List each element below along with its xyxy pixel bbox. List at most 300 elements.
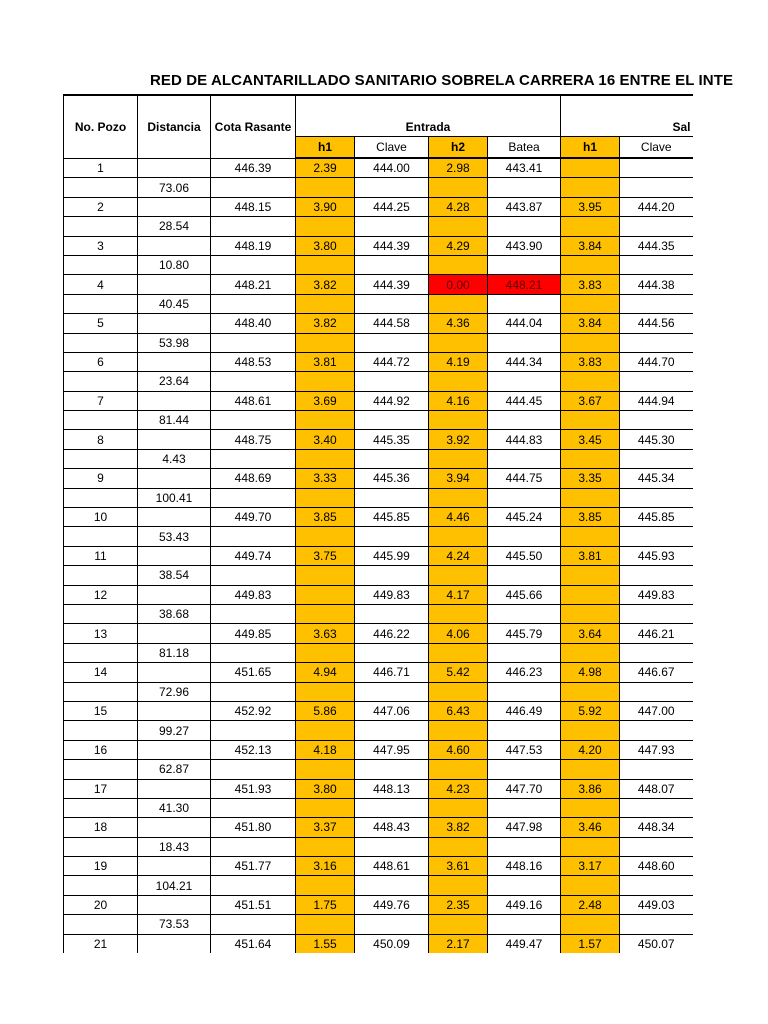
cell-h1-salida: 3.64 [561, 624, 620, 643]
cell-clave [355, 915, 429, 934]
cell-clave-salida: 444.94 [620, 391, 693, 410]
cell-distancia: 81.18 [138, 643, 211, 662]
cell-h1-salida: 5.92 [561, 701, 620, 720]
cell-batea [488, 372, 561, 391]
cell-distancia: 38.54 [138, 566, 211, 585]
cell-batea [488, 333, 561, 352]
cell-pozo [64, 760, 138, 779]
cell-distancia [138, 663, 211, 682]
cell-h1 [296, 217, 355, 236]
cell-clave-salida [620, 449, 693, 468]
cell-h2: 4.19 [429, 352, 488, 371]
cell-clave-salida [620, 158, 693, 178]
cell-batea [488, 643, 561, 662]
cell-clave [355, 178, 429, 197]
table-row-pozo [64, 934, 693, 953]
cell-pozo: 17 [64, 779, 138, 798]
cell-cota-rasante: 448.61 [211, 391, 296, 410]
cell-batea [488, 798, 561, 817]
header-h1: h1 [296, 137, 355, 159]
cell-h2 [429, 372, 488, 391]
cell-h1-salida: 3.83 [561, 275, 620, 294]
cell-batea [488, 760, 561, 779]
table-row-pozo [64, 546, 693, 565]
cell-distancia: 18.43 [138, 837, 211, 856]
cell-h2: 4.23 [429, 779, 488, 798]
cell-batea [488, 604, 561, 623]
table-row-distance [64, 721, 693, 740]
cell-cota-rasante [211, 876, 296, 895]
cell-pozo: 19 [64, 857, 138, 876]
table-row-pozo [64, 314, 693, 333]
cell-h2: 4.60 [429, 740, 488, 759]
cell-batea: 446.23 [488, 663, 561, 682]
cell-cota-rasante [211, 566, 296, 585]
cell-h1-salida [561, 915, 620, 934]
cell-h1 [296, 255, 355, 274]
cell-h2: 3.92 [429, 430, 488, 449]
cell-cota-rasante: 449.85 [211, 624, 296, 643]
cell-distancia [138, 740, 211, 759]
cell-cota-rasante [211, 527, 296, 546]
cell-cota-rasante: 452.13 [211, 740, 296, 759]
cell-batea: 448.21 [488, 275, 561, 294]
table-row-distance [64, 915, 693, 934]
cell-cota-rasante [211, 333, 296, 352]
sewer-network-table [63, 94, 693, 953]
cell-h1-salida [561, 333, 620, 352]
cell-h2: 4.06 [429, 624, 488, 643]
cell-clave-salida: 450.07 [620, 934, 693, 953]
cell-pozo [64, 643, 138, 662]
cell-h1-salida [561, 721, 620, 740]
cell-h2: 0.00 [429, 275, 488, 294]
table-row-distance [64, 217, 693, 236]
cell-batea [488, 721, 561, 740]
cell-clave [355, 488, 429, 507]
cell-clave [355, 255, 429, 274]
table-row-distance [64, 294, 693, 313]
cell-batea [488, 449, 561, 468]
cell-h2: 5.42 [429, 663, 488, 682]
cell-cota-rasante [211, 798, 296, 817]
cell-cota-rasante: 448.69 [211, 469, 296, 488]
table-row-pozo [64, 352, 693, 371]
cell-h1-salida: 3.46 [561, 818, 620, 837]
cell-clave: 446.71 [355, 663, 429, 682]
cell-clave-salida: 448.34 [620, 818, 693, 837]
cell-clave: 444.39 [355, 275, 429, 294]
cell-h1 [296, 760, 355, 779]
cell-h1 [296, 721, 355, 740]
cell-clave-salida: 444.56 [620, 314, 693, 333]
cell-batea: 445.50 [488, 546, 561, 565]
cell-h1: 3.37 [296, 818, 355, 837]
cell-pozo [64, 721, 138, 740]
cell-clave: 448.43 [355, 818, 429, 837]
table-row-pozo [64, 585, 693, 604]
cell-cota-rasante: 451.64 [211, 934, 296, 953]
cell-batea: 447.98 [488, 818, 561, 837]
cell-clave-salida: 449.83 [620, 585, 693, 604]
cell-h1 [296, 604, 355, 623]
cell-distancia [138, 158, 211, 178]
cell-distancia [138, 818, 211, 837]
cell-clave-salida [620, 721, 693, 740]
cell-h2: 3.94 [429, 469, 488, 488]
cell-clave: 444.39 [355, 236, 429, 255]
cell-h1 [296, 643, 355, 662]
cell-pozo: 2 [64, 197, 138, 216]
cell-distancia: 100.41 [138, 488, 211, 507]
cell-pozo: 3 [64, 236, 138, 255]
cell-pozo: 14 [64, 663, 138, 682]
cell-pozo [64, 604, 138, 623]
cell-h2: 4.36 [429, 314, 488, 333]
cell-h1: 3.80 [296, 779, 355, 798]
cell-batea: 448.16 [488, 857, 561, 876]
cell-clave [355, 721, 429, 740]
cell-h2 [429, 255, 488, 274]
cell-distancia: 10.80 [138, 255, 211, 274]
table-row-distance [64, 798, 693, 817]
cell-batea [488, 294, 561, 313]
cell-pozo: 11 [64, 546, 138, 565]
cell-h1-salida: 3.45 [561, 430, 620, 449]
header-cota-rasante: Cota Rasante [211, 95, 296, 158]
cell-pozo: 6 [64, 352, 138, 371]
cell-h2: 3.61 [429, 857, 488, 876]
cell-h1: 3.80 [296, 236, 355, 255]
cell-cota-rasante [211, 255, 296, 274]
cell-h1: 3.81 [296, 352, 355, 371]
cell-clave [355, 837, 429, 856]
cell-distancia: 53.98 [138, 333, 211, 352]
cell-distancia [138, 895, 211, 914]
cell-clave: 448.61 [355, 857, 429, 876]
cell-pozo [64, 294, 138, 313]
cell-h1: 5.86 [296, 701, 355, 720]
cell-distancia [138, 585, 211, 604]
cell-clave-salida [620, 837, 693, 856]
cell-h1-salida [561, 760, 620, 779]
cell-pozo [64, 915, 138, 934]
cell-h2: 4.17 [429, 585, 488, 604]
cell-batea [488, 915, 561, 934]
cell-clave [355, 411, 429, 430]
header-entrada: Entrada [296, 95, 561, 137]
cell-h1-salida [561, 294, 620, 313]
table-row-distance [64, 760, 693, 779]
cell-batea: 445.24 [488, 508, 561, 527]
cell-clave: 444.25 [355, 197, 429, 216]
cell-distancia: 81.44 [138, 411, 211, 430]
cell-batea: 443.41 [488, 158, 561, 178]
table-row-distance [64, 333, 693, 352]
table-row-distance [64, 527, 693, 546]
cell-distancia [138, 430, 211, 449]
cell-cota-rasante [211, 604, 296, 623]
cell-h1-salida [561, 643, 620, 662]
cell-clave-salida: 448.07 [620, 779, 693, 798]
cell-clave-salida: 447.93 [620, 740, 693, 759]
cell-batea [488, 876, 561, 895]
cell-h1: 1.75 [296, 895, 355, 914]
cell-batea: 444.45 [488, 391, 561, 410]
cell-clave [355, 604, 429, 623]
cell-batea: 445.79 [488, 624, 561, 643]
cell-h1 [296, 585, 355, 604]
cell-clave-salida: 445.34 [620, 469, 693, 488]
cell-distancia [138, 857, 211, 876]
cell-h2 [429, 837, 488, 856]
cell-distancia: 23.64 [138, 372, 211, 391]
cell-cota-rasante: 451.80 [211, 818, 296, 837]
cell-h1-salida: 3.84 [561, 314, 620, 333]
cell-h1-salida: 3.81 [561, 546, 620, 565]
cell-h1: 3.63 [296, 624, 355, 643]
cell-batea [488, 178, 561, 197]
cell-h1 [296, 527, 355, 546]
cell-h1: 3.75 [296, 546, 355, 565]
cell-pozo [64, 449, 138, 468]
cell-distancia [138, 314, 211, 333]
cell-clave: 444.00 [355, 158, 429, 178]
cell-distancia [138, 352, 211, 371]
cell-h1: 2.39 [296, 158, 355, 178]
cell-clave-salida: 445.30 [620, 430, 693, 449]
cell-clave: 444.72 [355, 352, 429, 371]
table-row-distance [64, 449, 693, 468]
cell-h2 [429, 604, 488, 623]
table-row-distance [64, 372, 693, 391]
cell-h1-salida: 2.48 [561, 895, 620, 914]
table-row-distance [64, 178, 693, 197]
cell-clave [355, 449, 429, 468]
cell-h1-salida: 3.85 [561, 508, 620, 527]
cell-batea [488, 217, 561, 236]
cell-pozo [64, 411, 138, 430]
cell-clave-salida [620, 255, 693, 274]
cell-pozo: 20 [64, 895, 138, 914]
cell-clave: 448.13 [355, 779, 429, 798]
cell-cota-rasante: 448.19 [211, 236, 296, 255]
cell-batea [488, 682, 561, 701]
cell-clave: 447.95 [355, 740, 429, 759]
cell-cota-rasante: 451.93 [211, 779, 296, 798]
header-distancia: Distancia [138, 95, 211, 158]
cell-pozo [64, 255, 138, 274]
cell-h1: 4.18 [296, 740, 355, 759]
cell-h2 [429, 876, 488, 895]
cell-distancia: 99.27 [138, 721, 211, 740]
cell-cota-rasante: 446.39 [211, 158, 296, 178]
cell-h1-salida [561, 449, 620, 468]
cell-cota-rasante: 452.92 [211, 701, 296, 720]
cell-h1: 3.33 [296, 469, 355, 488]
cell-clave-salida [620, 333, 693, 352]
cell-cota-rasante: 449.74 [211, 546, 296, 565]
cell-clave: 445.99 [355, 546, 429, 565]
table-row-distance [64, 255, 693, 274]
cell-h2 [429, 333, 488, 352]
cell-clave: 444.58 [355, 314, 429, 333]
cell-h1 [296, 876, 355, 895]
cell-pozo [64, 682, 138, 701]
cell-clave-salida: 446.21 [620, 624, 693, 643]
cell-h2 [429, 760, 488, 779]
cell-h1-salida [561, 682, 620, 701]
table-row-distance [64, 876, 693, 895]
cell-batea [488, 488, 561, 507]
cell-distancia: 41.30 [138, 798, 211, 817]
cell-clave-salida: 447.00 [620, 701, 693, 720]
cell-clave-salida [620, 643, 693, 662]
table-row-pozo [64, 701, 693, 720]
table-row-pozo [64, 236, 693, 255]
cell-h1 [296, 566, 355, 585]
cell-clave-salida [620, 915, 693, 934]
table-row-pozo [64, 508, 693, 527]
cell-pozo: 1 [64, 158, 138, 178]
cell-distancia [138, 469, 211, 488]
cell-pozo: 13 [64, 624, 138, 643]
cell-h2: 4.24 [429, 546, 488, 565]
cell-h1-salida [561, 585, 620, 604]
cell-h1 [296, 798, 355, 817]
table-row-distance [64, 837, 693, 856]
cell-h1-salida: 3.84 [561, 236, 620, 255]
cell-distancia [138, 275, 211, 294]
cell-pozo [64, 488, 138, 507]
cell-cota-rasante [211, 178, 296, 197]
cell-clave [355, 333, 429, 352]
cell-cota-rasante: 448.75 [211, 430, 296, 449]
cell-clave-salida [620, 876, 693, 895]
cell-h1 [296, 333, 355, 352]
cell-clave-salida [620, 488, 693, 507]
table-row-pozo [64, 740, 693, 759]
cell-distancia [138, 391, 211, 410]
cell-clave [355, 643, 429, 662]
header-batea: Batea [488, 137, 561, 159]
cell-cota-rasante [211, 449, 296, 468]
cell-batea: 447.70 [488, 779, 561, 798]
cell-h1-salida: 3.35 [561, 469, 620, 488]
cell-pozo [64, 876, 138, 895]
cell-h1: 4.94 [296, 663, 355, 682]
cell-h1: 3.69 [296, 391, 355, 410]
cell-clave-salida [620, 217, 693, 236]
cell-h1 [296, 411, 355, 430]
cell-clave: 445.36 [355, 469, 429, 488]
cell-cota-rasante [211, 217, 296, 236]
cell-h1-salida [561, 837, 620, 856]
cell-batea: 447.53 [488, 740, 561, 759]
cell-h1 [296, 294, 355, 313]
cell-clave [355, 798, 429, 817]
cell-batea [488, 255, 561, 274]
cell-clave: 445.85 [355, 508, 429, 527]
cell-pozo: 15 [64, 701, 138, 720]
cell-clave [355, 372, 429, 391]
cell-h1 [296, 837, 355, 856]
cell-cota-rasante: 448.15 [211, 197, 296, 216]
cell-pozo: 18 [64, 818, 138, 837]
cell-h1: 1.55 [296, 934, 355, 953]
cell-cota-rasante [211, 643, 296, 662]
cell-batea [488, 566, 561, 585]
cell-distancia: 53.43 [138, 527, 211, 546]
cell-h1-salida [561, 798, 620, 817]
cell-pozo [64, 217, 138, 236]
table-row-pozo [64, 275, 693, 294]
cell-h1: 3.90 [296, 197, 355, 216]
cell-clave: 450.09 [355, 934, 429, 953]
cell-clave-salida: 446.67 [620, 663, 693, 682]
cell-h2: 4.28 [429, 197, 488, 216]
header-h2: h2 [429, 137, 488, 159]
cell-h2 [429, 488, 488, 507]
cell-distancia [138, 546, 211, 565]
cell-clave-salida: 449.03 [620, 895, 693, 914]
cell-clave-salida [620, 372, 693, 391]
cell-clave-salida [620, 682, 693, 701]
cell-pozo [64, 178, 138, 197]
cell-distancia: 28.54 [138, 217, 211, 236]
cell-distancia: 73.53 [138, 915, 211, 934]
cell-batea: 444.34 [488, 352, 561, 371]
cell-cota-rasante: 449.70 [211, 508, 296, 527]
table-row-pozo [64, 469, 693, 488]
cell-pozo: 21 [64, 934, 138, 953]
cell-distancia: 73.06 [138, 178, 211, 197]
cell-clave-salida: 445.93 [620, 546, 693, 565]
cell-h1-salida [561, 217, 620, 236]
cell-h2 [429, 721, 488, 740]
cell-clave-salida [620, 178, 693, 197]
cell-h1-salida [561, 411, 620, 430]
cell-batea [488, 411, 561, 430]
table-row-pozo [64, 197, 693, 216]
cell-clave: 445.35 [355, 430, 429, 449]
cell-h1: 3.85 [296, 508, 355, 527]
header-clave-salida: Clave [620, 137, 693, 159]
cell-batea: 443.90 [488, 236, 561, 255]
table-row-pozo [64, 818, 693, 837]
cell-clave-salida: 444.38 [620, 275, 693, 294]
cell-distancia [138, 779, 211, 798]
cell-clave: 444.92 [355, 391, 429, 410]
header-no-pozo: No. Pozo [64, 95, 138, 158]
cell-h2 [429, 798, 488, 817]
cell-h2 [429, 411, 488, 430]
cell-batea: 444.04 [488, 314, 561, 333]
cell-pozo: 4 [64, 275, 138, 294]
cell-h2 [429, 682, 488, 701]
table-row-distance [64, 566, 693, 585]
cell-h2: 4.16 [429, 391, 488, 410]
cell-pozo: 12 [64, 585, 138, 604]
cell-clave-salida: 448.60 [620, 857, 693, 876]
cell-batea: 444.75 [488, 469, 561, 488]
header-clave: Clave [355, 137, 429, 159]
cell-clave-salida: 444.70 [620, 352, 693, 371]
cell-h2 [429, 217, 488, 236]
cell-h1 [296, 915, 355, 934]
cell-batea [488, 837, 561, 856]
cell-cota-rasante: 451.51 [211, 895, 296, 914]
